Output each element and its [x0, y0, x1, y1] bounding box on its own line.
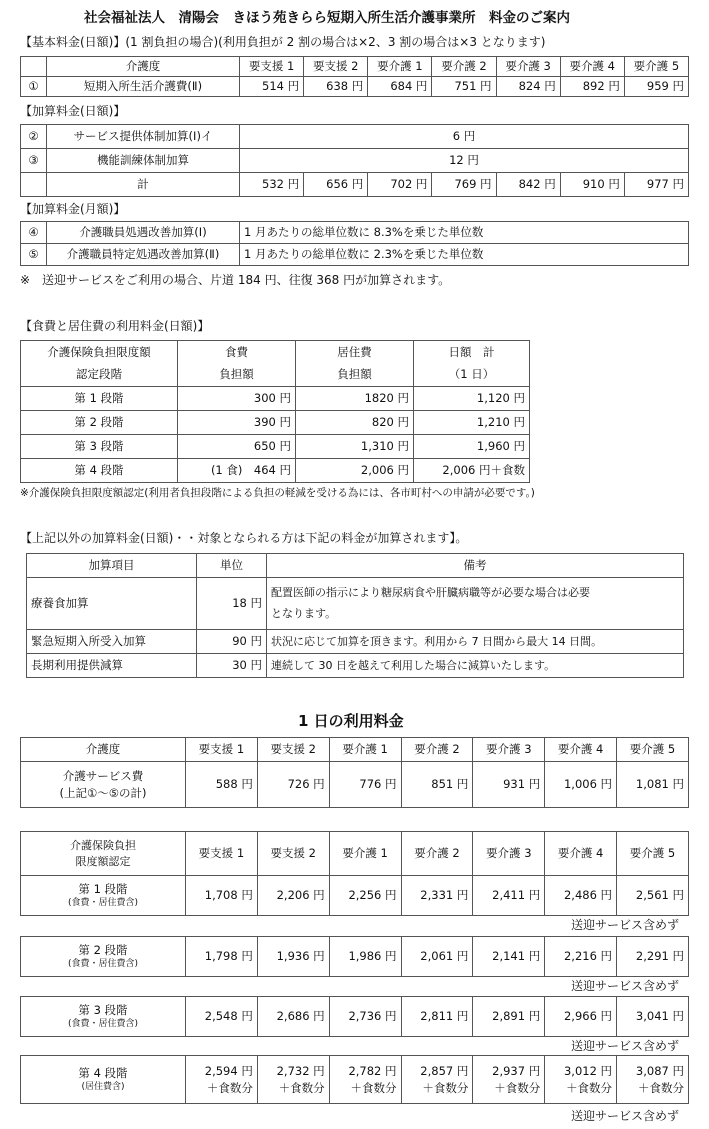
food-cost: 390 円: [178, 411, 296, 435]
food-row: [21, 459, 530, 483]
other-row: [27, 578, 684, 630]
stage-cell: 2,216 円: [545, 937, 617, 977]
header-label-line: 限度額認定: [75, 854, 131, 868]
stage-cell: 2,141 円: [473, 937, 545, 977]
header-cell: 介護保険負担限度額: [21, 341, 178, 364]
row-label: 短期入所生活介護費(Ⅱ): [47, 77, 240, 97]
stage-cell: 2,891 円: [473, 997, 545, 1037]
row-number: ②: [21, 125, 47, 149]
note-cell: 連続して 30 日を越えて利用した場合に減算いたします。: [267, 654, 684, 678]
service-cell: 931 円: [473, 762, 545, 808]
header-label-line: 介護保険負担: [70, 838, 136, 852]
basic-heading: 【基本料金(日額)】(1 割負担の場合)(利用負担が 2 割の場合は×2、3 割の場合は×3 となります): [20, 35, 546, 49]
service-label-line: 介護サービス費: [62, 768, 144, 783]
header-cell: （1 日）: [414, 364, 530, 387]
stage-cell: [401, 1056, 473, 1104]
fee-cell: 824 円: [496, 77, 560, 97]
total-row: [21, 173, 689, 197]
stage-label: [21, 1056, 186, 1104]
stage-row: [21, 1056, 689, 1104]
service-cell: 776 円: [329, 762, 401, 808]
fee-cell: 892 円: [560, 77, 624, 97]
unit-cell: 90 円: [197, 630, 267, 654]
row-label: 介護職員処遇改善加算(Ⅰ): [47, 222, 240, 244]
stage2-table: [20, 936, 689, 977]
total-cell: 910 円: [560, 173, 624, 197]
stage-cell: 2,331 円: [401, 876, 473, 916]
stage-cell: [473, 1056, 545, 1104]
other-heading: 【上記以外の加算料金(日額)・・対象となられる方は下記の料金が加算されます】。: [20, 531, 468, 545]
note-cell: [267, 578, 684, 630]
food-note: ※介護保険負担限度額認定(利用者負担段階による負担の軽減を受ける為には、各市町村への申請が必要です。): [20, 487, 535, 499]
header-cell: 単位: [197, 554, 267, 578]
fee-cell: 751 円: [432, 77, 496, 97]
header-cell: 要支援 2: [257, 832, 329, 876]
service-label: [21, 762, 186, 808]
addon-daily-heading: 【加算料金(日額)】: [20, 104, 126, 118]
unit-cell: 30 円: [197, 654, 267, 678]
transport-note: ※ 送迎サービスをご利用の場合、片道 184 円、往復 368 円が加算されます。: [20, 273, 451, 287]
stage3-table: [20, 996, 689, 1037]
header-cell: 介護度: [47, 57, 240, 77]
header-cell: 負担額: [296, 364, 414, 387]
stage-cell: 2,548 円: [186, 997, 258, 1037]
monthly-value: 1 月あたりの総単位数に 2.3%を乗じた単位数: [240, 244, 689, 266]
stage-cell: 2,486 円: [545, 876, 617, 916]
transport-excluded-note: 送迎サービス含めず: [571, 979, 680, 993]
daily-header-row: [21, 738, 689, 762]
service-label-line: (上記①～⑤の計): [59, 785, 147, 800]
stage-sub: (居住費含): [81, 1082, 125, 1093]
header-cell: 要介護 3: [473, 738, 545, 762]
stage4-table: [20, 1055, 689, 1104]
stage-cell: 3,041 円: [617, 997, 689, 1037]
stage-cell: 2,206 円: [257, 876, 329, 916]
meal-extra: ＋食数分: [350, 1080, 397, 1095]
stage-cell: [257, 1056, 329, 1104]
total-cell: 532 円: [240, 173, 304, 197]
stage-row: [21, 876, 689, 916]
stage-cell: 1,936 円: [257, 937, 329, 977]
service-cell: 588 円: [186, 762, 258, 808]
header-cell: 要支援 1: [186, 832, 258, 876]
stage-cell: 2,811 円: [401, 997, 473, 1037]
note-cell: 状況に応じて加算を頂きます。利用から 7 日間から最大 14 日間。: [267, 630, 684, 654]
meal-extra: ＋食数分: [206, 1080, 253, 1095]
monthly-value: 1 月あたりの総単位数に 8.3%を乗じた単位数: [240, 222, 689, 244]
stage-value: 3,012 円: [563, 1063, 613, 1078]
stage-cell: [186, 1056, 258, 1104]
header-cell: 認定段階: [21, 364, 178, 387]
row-number: ⑤: [21, 244, 47, 266]
header-cell: 負担額: [178, 364, 296, 387]
row-number: ③: [21, 149, 47, 173]
stage-name: 第 2 段階: [78, 942, 128, 957]
stage-cell: 2,411 円: [473, 876, 545, 916]
header-cell: 要支援 2: [304, 57, 368, 77]
header-cell: 備考: [267, 554, 684, 578]
stage-value: 2,857 円: [420, 1063, 469, 1078]
food-cost: 300 円: [178, 387, 296, 411]
row-label: 介護職員特定処遇改善加算(Ⅱ): [47, 244, 240, 266]
food-header-row: [21, 341, 530, 364]
stage-value: 2,732 円: [276, 1063, 325, 1078]
header-cell: 介護度: [21, 738, 186, 762]
fee-cell: 959 円: [624, 77, 688, 97]
other-header-row: [27, 554, 684, 578]
addon-monthly-heading: 【加算料金(月額)】: [20, 202, 126, 216]
fee-cell: 638 円: [304, 77, 368, 97]
other-row: [27, 654, 684, 678]
stage-sub: (食費・居住費含): [67, 959, 139, 970]
meal-extra: ＋食数分: [638, 1080, 684, 1095]
total-cell: 656 円: [304, 173, 368, 197]
header-cell: 食費: [178, 341, 296, 364]
unit-cell: 18 円: [197, 578, 267, 630]
addon-value: 12 円: [240, 149, 689, 173]
monthly-row: [21, 244, 689, 266]
total-cell: 702 円: [368, 173, 432, 197]
fee-cell: 514 円: [240, 77, 304, 97]
basic-header-row: [21, 57, 689, 77]
header-cell: 要介護 5: [617, 738, 689, 762]
header-cell: 要介護 1: [329, 738, 401, 762]
daily-total: 1,210 円: [414, 411, 530, 435]
living-cost: 820 円: [296, 411, 414, 435]
header-cell: 加算項目: [27, 554, 197, 578]
service-cell: 726 円: [257, 762, 329, 808]
stage-cell: 2,686 円: [257, 997, 329, 1037]
living-cost: 1820 円: [296, 387, 414, 411]
stage-cell: 2,736 円: [329, 997, 401, 1037]
service-cell: 851 円: [401, 762, 473, 808]
service-cell: 1,081 円: [617, 762, 689, 808]
row-number: ①: [21, 77, 47, 97]
addon-row: [21, 149, 689, 173]
food-row: [21, 411, 530, 435]
header-cell: 要介護 1: [329, 832, 401, 876]
meal-extra: ＋食数分: [278, 1080, 325, 1095]
food-table: [20, 340, 530, 483]
monthly-row: [21, 222, 689, 244]
header-cell: 要介護 5: [617, 832, 689, 876]
stage-cell: [617, 1056, 689, 1104]
stage-header-label: [21, 832, 186, 876]
service-row: [21, 762, 689, 808]
daily-total: 1,960 円: [414, 435, 530, 459]
item-cell: 療養食加算: [27, 578, 197, 630]
daily-heading: 1 日の利用料金: [298, 712, 404, 730]
page-title: 社会福祉法人 清陽会 きほう苑きらら短期入所生活介護事業所 料金のご案内: [84, 10, 570, 26]
food-header-row: [21, 364, 530, 387]
row-label: 機能訓練体制加算: [47, 149, 240, 173]
stage-cell: 第 4 段階: [21, 459, 178, 483]
stage-cell: 第 2 段階: [21, 411, 178, 435]
header-cell: 要介護 2: [401, 832, 473, 876]
stage-cell: 1,798 円: [186, 937, 258, 977]
other-row: [27, 630, 684, 654]
stage-sub: (食費・居住費含): [67, 1019, 139, 1030]
stage-row: [21, 997, 689, 1037]
transport-excluded-note: 送迎サービス含めず: [571, 918, 680, 932]
food-cost: 650 円: [178, 435, 296, 459]
total-cell: 977 円: [624, 173, 688, 197]
basic-row: [21, 77, 689, 97]
header-cell: 要介護 5: [624, 57, 688, 77]
header-cell: 要支援 1: [186, 738, 258, 762]
header-cell: 要介護 3: [496, 57, 560, 77]
stage-value: 2,594 円: [204, 1063, 253, 1078]
total-label: 計: [47, 173, 240, 197]
daily-service-table: [20, 737, 689, 808]
other-table: [26, 553, 684, 678]
food-row: [21, 435, 530, 459]
living-cost: 1,310 円: [296, 435, 414, 459]
meal-extra: ＋食数分: [494, 1080, 541, 1095]
item-cell: 長期利用提供減算: [27, 654, 197, 678]
food-cost: (1 食) 464 円: [178, 459, 296, 483]
item-cell: 緊急短期入所受入加算: [27, 630, 197, 654]
stage-cell: 1,986 円: [329, 937, 401, 977]
header-cell: 要介護 1: [368, 57, 432, 77]
basic-fee-table: [20, 56, 689, 97]
stage-cell: 2,291 円: [617, 937, 689, 977]
stage-row: [21, 937, 689, 977]
stage-cell: 2,561 円: [617, 876, 689, 916]
daily-total: 1,120 円: [414, 387, 530, 411]
transport-excluded-note: 送迎サービス含めず: [571, 1039, 680, 1053]
stage-name: 第 1 段階: [78, 881, 128, 896]
living-cost: 2,006 円: [296, 459, 414, 483]
food-row: [21, 387, 530, 411]
header-cell: 要支援 1: [240, 57, 304, 77]
stage-cell: 1,708 円: [186, 876, 258, 916]
header-cell: 要介護 2: [401, 738, 473, 762]
food-heading: 【食費と居住費の利用料金(日額)】: [20, 319, 210, 333]
total-cell: 842 円: [496, 173, 560, 197]
addon-row: [21, 125, 689, 149]
meal-extra: ＋食数分: [566, 1080, 613, 1095]
daily-total: 2,006 円＋食数: [414, 459, 530, 483]
stage-header-table: [20, 831, 689, 916]
service-cell: 1,006 円: [545, 762, 617, 808]
stage-cell: 第 3 段階: [21, 435, 178, 459]
row-number: ④: [21, 222, 47, 244]
stage-cell: 2,966 円: [545, 997, 617, 1037]
stage-cell: 2,061 円: [401, 937, 473, 977]
stage-label: [21, 876, 186, 916]
header-cell: 要支援 2: [257, 738, 329, 762]
stage-label: [21, 997, 186, 1037]
header-cell: 要介護 4: [545, 832, 617, 876]
stage-cell: 2,256 円: [329, 876, 401, 916]
addon-monthly-table: [20, 221, 689, 266]
stage-value: 3,087 円: [635, 1063, 684, 1078]
header-cell: 要介護 4: [545, 738, 617, 762]
stage-value: 2,937 円: [492, 1063, 541, 1078]
stage-header-row: [21, 832, 689, 876]
stage-cell: [545, 1056, 617, 1104]
header-cell: 要介護 2: [432, 57, 496, 77]
note-line: となります。: [271, 606, 337, 620]
stage-value: 2,782 円: [348, 1063, 397, 1078]
stage-name: 第 3 段階: [78, 1002, 128, 1017]
stage-cell: 第 1 段階: [21, 387, 178, 411]
total-cell: 769 円: [432, 173, 496, 197]
addon-daily-table: [20, 124, 689, 197]
stage-name: 第 4 段階: [78, 1065, 128, 1080]
fee-cell: 684 円: [368, 77, 432, 97]
row-label: サービス提供体制加算(Ⅰ)イ: [47, 125, 240, 149]
addon-value: 6 円: [240, 125, 689, 149]
header-cell: 要介護 3: [473, 832, 545, 876]
stage-label: [21, 937, 186, 977]
stage-cell: [329, 1056, 401, 1104]
meal-extra: ＋食数分: [422, 1080, 469, 1095]
note-line: 配置医師の指示により糖尿病食や肝臓病職等が必要な場合は必要: [271, 585, 590, 599]
header-cell: 居住費: [296, 341, 414, 364]
header-cell: 日額 計: [414, 341, 530, 364]
header-cell: 要介護 4: [560, 57, 624, 77]
stage-sub: (食費・居住費含): [67, 898, 139, 909]
transport-excluded-note: 送迎サービス含めず: [571, 1109, 680, 1123]
